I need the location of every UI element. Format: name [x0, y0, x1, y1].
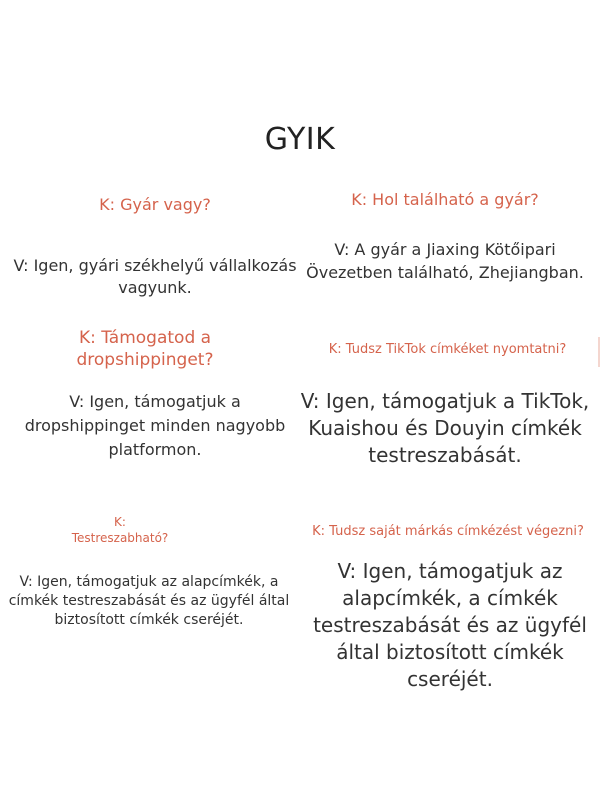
faq-answer-dropshipping: V: Igen, támogatjuk a dropshippinget minden nagyobb platformon.: [24, 392, 286, 459]
faq-question-factory: K: Gyár vagy?: [99, 195, 211, 214]
faq-answer-private-label: V: Igen, támogatjuk az alapcímkék, a címkék testreszabását és az ügyfél által biztosított címkék cseréjét.: [313, 559, 587, 691]
page-title: GYIK: [264, 122, 336, 157]
faq-answer-tiktok: V: Igen, támogatjuk a TikTok, Kuaishou és Douyin címkék testreszabását.: [300, 389, 590, 467]
faq-question-tiktok: K: Tudsz TikTok címkéket nyomtatni?: [328, 342, 567, 357]
faq-answer-factory: V: Igen, gyári székhelyű vállalkozás vagyunk.: [13, 256, 297, 297]
faq-answer-customizable: V: Igen, támogatjuk az alapcímkék, a címkék testreszabását és az ügyfél által biztosított címkék cseréjét.: [8, 574, 290, 628]
faq-question-private-label: K: Tudsz saját márkás címkézést végezni?: [312, 524, 584, 539]
faq-question-customizable: [40, 514, 200, 546]
faq-question-dropshipping: K: Támogatod a dropshippinget?: [76, 328, 214, 370]
faq-question-customizable-text: K: Testreszabható?: [71, 515, 169, 545]
faq-question-location: K: Hol található a gyár?: [351, 190, 539, 209]
faq-answer-location: V: A gyár a Jiaxing Kötőipari Övezetben található, Zhejiangban.: [306, 240, 584, 282]
